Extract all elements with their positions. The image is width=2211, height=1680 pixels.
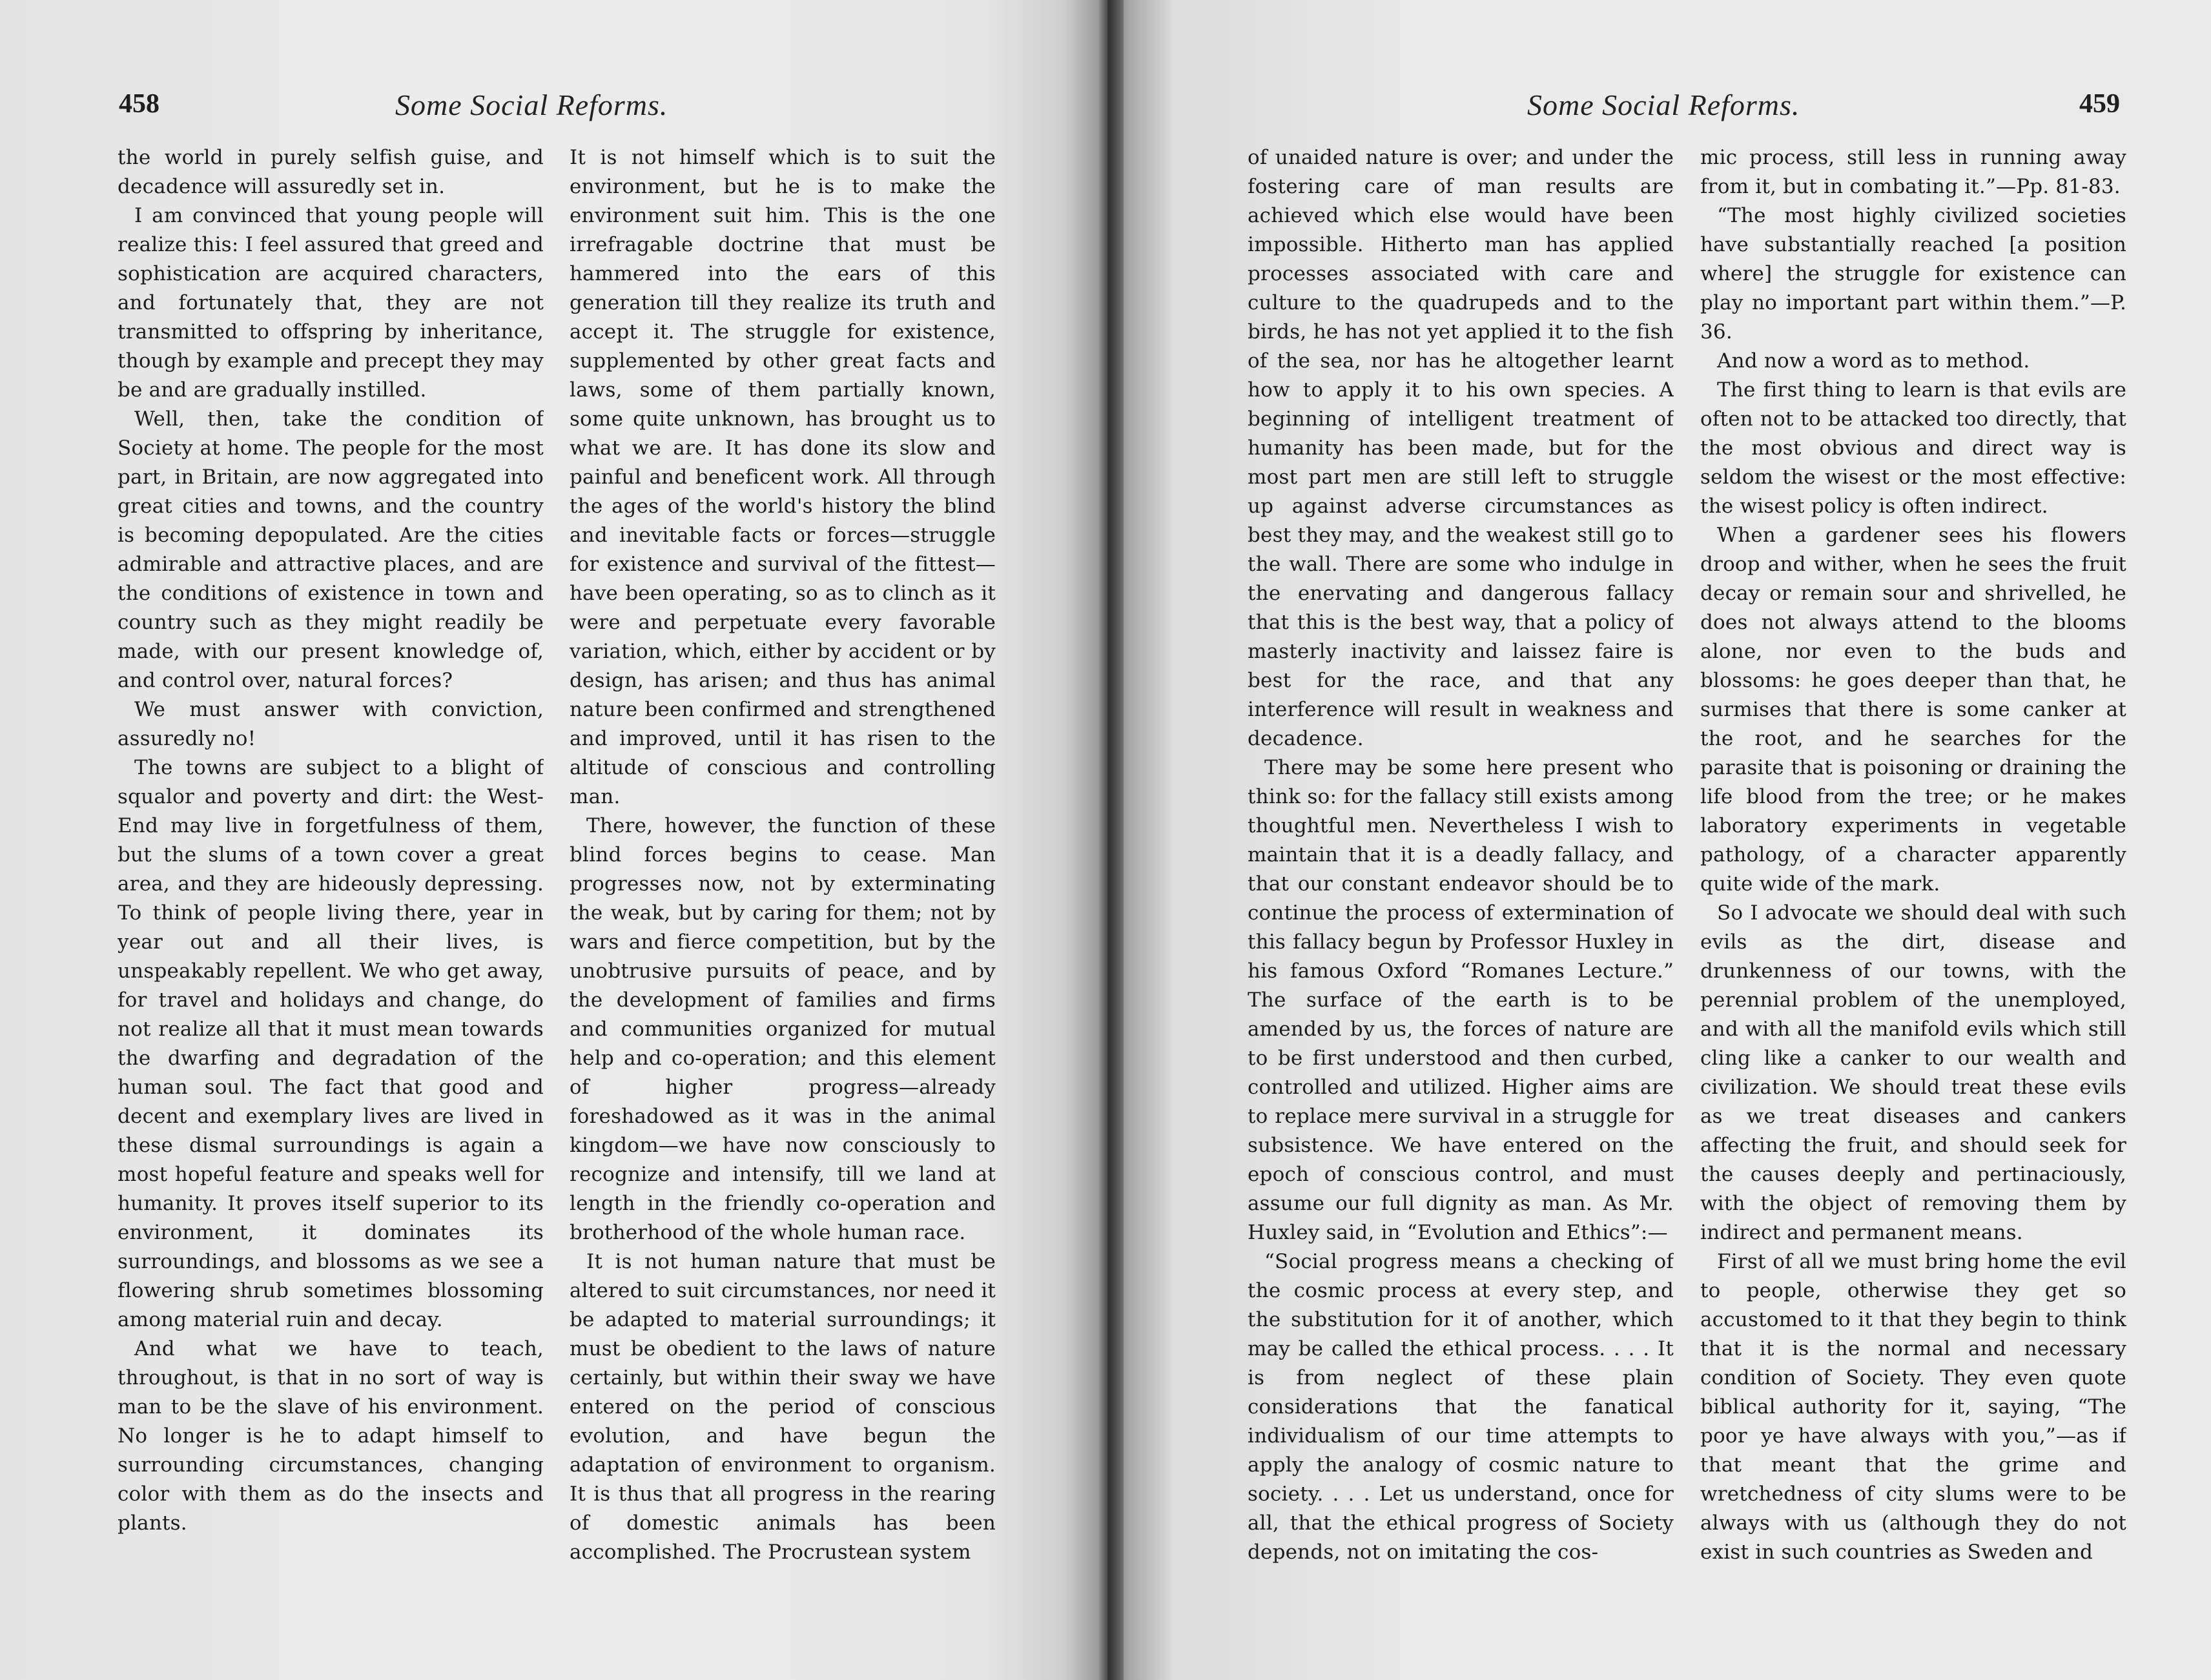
- paragraph: Well, then, take the condition of Society at home. The people for the most part, in Britain, are now aggregated into great cities and towns, and the country is becoming depopulated. Are the cities admirable and attractive places, and are the conditions of existence in town and country such as they might readily be made, with our present knowledge of, and control over, natural forces?: [118, 407, 544, 692]
- running-head: Some Social Reforms.: [1527, 88, 1800, 121]
- paragraph: mic process, still less in running away from it, but in combating it.”—Pp. 81-83.: [1700, 146, 2126, 198]
- paragraph: I am convinced that young people will realize this: I feel assured that greed and sophistication are acquired characters, and fortunately that, they are not transmitted to offspring by inheritance, though by example and precept they may be and are gradually instilled.: [118, 204, 544, 402]
- paragraph: “Social progress means a checking of the cosmic process at every step, and the substitution for it of another, which may be called the ethical process. . . . It is from neglect of these plain considerations that the fanatical individualism of our time attempts to apply the analogy of cosmic nature to society. . . . Let us understand, once for all, that the ethical progress of Society depends, not on imitating the cos-: [1248, 1250, 1674, 1564]
- paragraph: First of all we must bring home the evil to people, otherwise they get so accustomed to it that they begin to think that it is the normal and necessary condition of Society. They even quote biblical authority for it, saying, “The poor ye have always with you,”—as if that meant that the grime and wretchedness of city slums were to be always with us (although they do not exist in such countries as Sweden and: [1700, 1250, 2126, 1564]
- paragraph: There, however, the function of these blind forces begins to cease. Man progresses now, not by exterminating the weak, but by caring for them; not by wars and fierce competition, but by the unobtrusive pursuits of peace, and by the development of families and firms and communities organized for mutual help and co-operation; and this element of higher progress—already foreshadowed as it was in the animal kingdom—we have now consciously to recognize and intensify, till we land at length in the friendly co-operation and brotherhood of the whole human race.: [570, 814, 996, 1244]
- paragraph: And now a word as to method.: [1717, 349, 2030, 373]
- paragraph: It is not himself which is to suit the environment, but he is to make the environment suit him. This is the one irrefragable doctrine that must be hammered into the ears of this generation till they realize its truth and accept it. The struggle for existence, supplemented by other great facts and laws, some of them partially known, some quite unknown, has brought us to what we are. It has done its slow and painful and beneficent work. All through the ages of the world's history the blind and inevitable facts or forces—struggle for existence and survival of the fittest—have been operating, so as to clinch as it were and perpetuate every favorable variation, which, either by accident or by design, has arisen; and thus has animal nature been confirmed and strengthened and improved, until it has risen to the altitude of conscious and controlling man.: [570, 146, 996, 808]
- paragraph: “The most highly civilized societies have substantially reached [a position where] the struggle for existence can play no important part within them.”—P. 36.: [1700, 204, 2126, 343]
- paragraph: The first thing to learn is that evils are often not to be attacked too directly, that the most obvious and direct way is seldom the wisest or the most effective: the wisest policy is often indirect.: [1700, 378, 2126, 518]
- page-number: 458: [119, 89, 159, 119]
- paragraph: When a gardener sees his flowers droop and wither, when he sees the fruit decay or remain sour and shrivelled, he does not always attend to the blooms alone, nor even to the buds and blossoms: he goes deeper than that, he surmises that there is some canker at the root, and he searches for the parasite that is poisoning or draining the life blood from the tree; or he makes laboratory experiments in vegetable pathology, of a character apparently quite wide of the mark.: [1700, 524, 2126, 896]
- paragraph: The towns are subject to a blight of squalor and poverty and dirt: the West-End may live in forgetfulness of them, but the slums of a town cover a great area, and they are hideously depressing. To think of people living there, year in year out and all their lives, is unspeakably repellent. We who get away, for travel and holidays and change, do not realize all that it must mean towards the dwarfing and degradation of the human soul. The fact that good and decent and exemplary lives are lived in these dismal surroundings is again a most hopeful feature and speaks well for humanity. It proves itself superior to its environment, it dominates its surroundings, and blossoms as we see a flowering shrub sometimes blossoming among material ruin and decay.: [118, 756, 544, 1331]
- page-number: 459: [2079, 89, 2120, 119]
- text-column-2: [1700, 143, 2126, 1648]
- book-gutter: [1098, 0, 1124, 1680]
- text-column-1: [118, 143, 544, 1648]
- paragraph: We must answer with conviction, assuredly no!: [118, 698, 544, 750]
- right-page: [1107, 0, 2211, 1680]
- running-head: Some Social Reforms.: [395, 88, 668, 121]
- text-column-2: [570, 143, 996, 1648]
- paragraph: the world in purely selfish guise, and decadence will assuredly set in.: [118, 146, 544, 198]
- paragraph: of unaided nature is over; and under the fostering care of man results are achieved which else would have been impossible. Hitherto man has applied processes associated with care and culture to the quadrupeds and to the birds, he has not yet applied it to the fish of the sea, nor has he altogether learnt how to apply it to his own species. A beginning of intelligent treatment of humanity has been made, but for the most part men are still left to struggle up against adverse circumstances as best they may, and the weakest still go to the wall. There are some who indulge in the enervating and dangerous fallacy that this is the best way, that a policy of masterly inactivity and laissez faire is best for the race, and that any interference will result in weakness and decadence.: [1248, 146, 1674, 750]
- text-column-1: [1248, 143, 1674, 1648]
- paragraph: There may be some here present who think so: for the fallacy still exists among thoughtful men. Nevertheless I wish to maintain that it is a deadly fallacy, and that our constant endeavor should be to continue the process of extermination of this fallacy begun by Professor Huxley in his famous Oxford “Romanes Lecture.” The surface of the earth is to be amended by us, the forces of nature are to be first understood and then curbed, controlled and utilized. Higher aims are to replace mere survival in a struggle for subsistence. We have entered on the epoch of conscious control, and must assume our full dignity as man. As Mr. Huxley said, in “Evolution and Ethics”:—: [1248, 756, 1674, 1244]
- paragraph: It is not human nature that must be altered to suit circumstances, nor need it be adapted to material surroundings; it must be obedient to the laws of nature certainly, but within their sway we have entered on the period of conscious evolution, and have begun the adaptation of environment to organism. It is thus that all progress in the rearing of domestic animals has been accomplished. The Procrustean system: [570, 1250, 996, 1564]
- paragraph: And what we have to teach, throughout, is that in no sort of way is man to be the slave of his environment. No longer is he to adapt himself to surrounding circumstances, changing color with them as do the insects and plants.: [118, 1337, 544, 1535]
- paragraph: So I advocate we should deal with such evils as the dirt, disease and drunkenness of our towns, with the perennial problem of the unemployed, and with all the manifold evils which still cling like a canker to our wealth and civilization. We should treat these evils as we treat diseases and cankers affecting the fruit, and should seek for the causes deeply and pertinaciously, with the object of removing them by indirect and permanent means.: [1700, 901, 2126, 1244]
